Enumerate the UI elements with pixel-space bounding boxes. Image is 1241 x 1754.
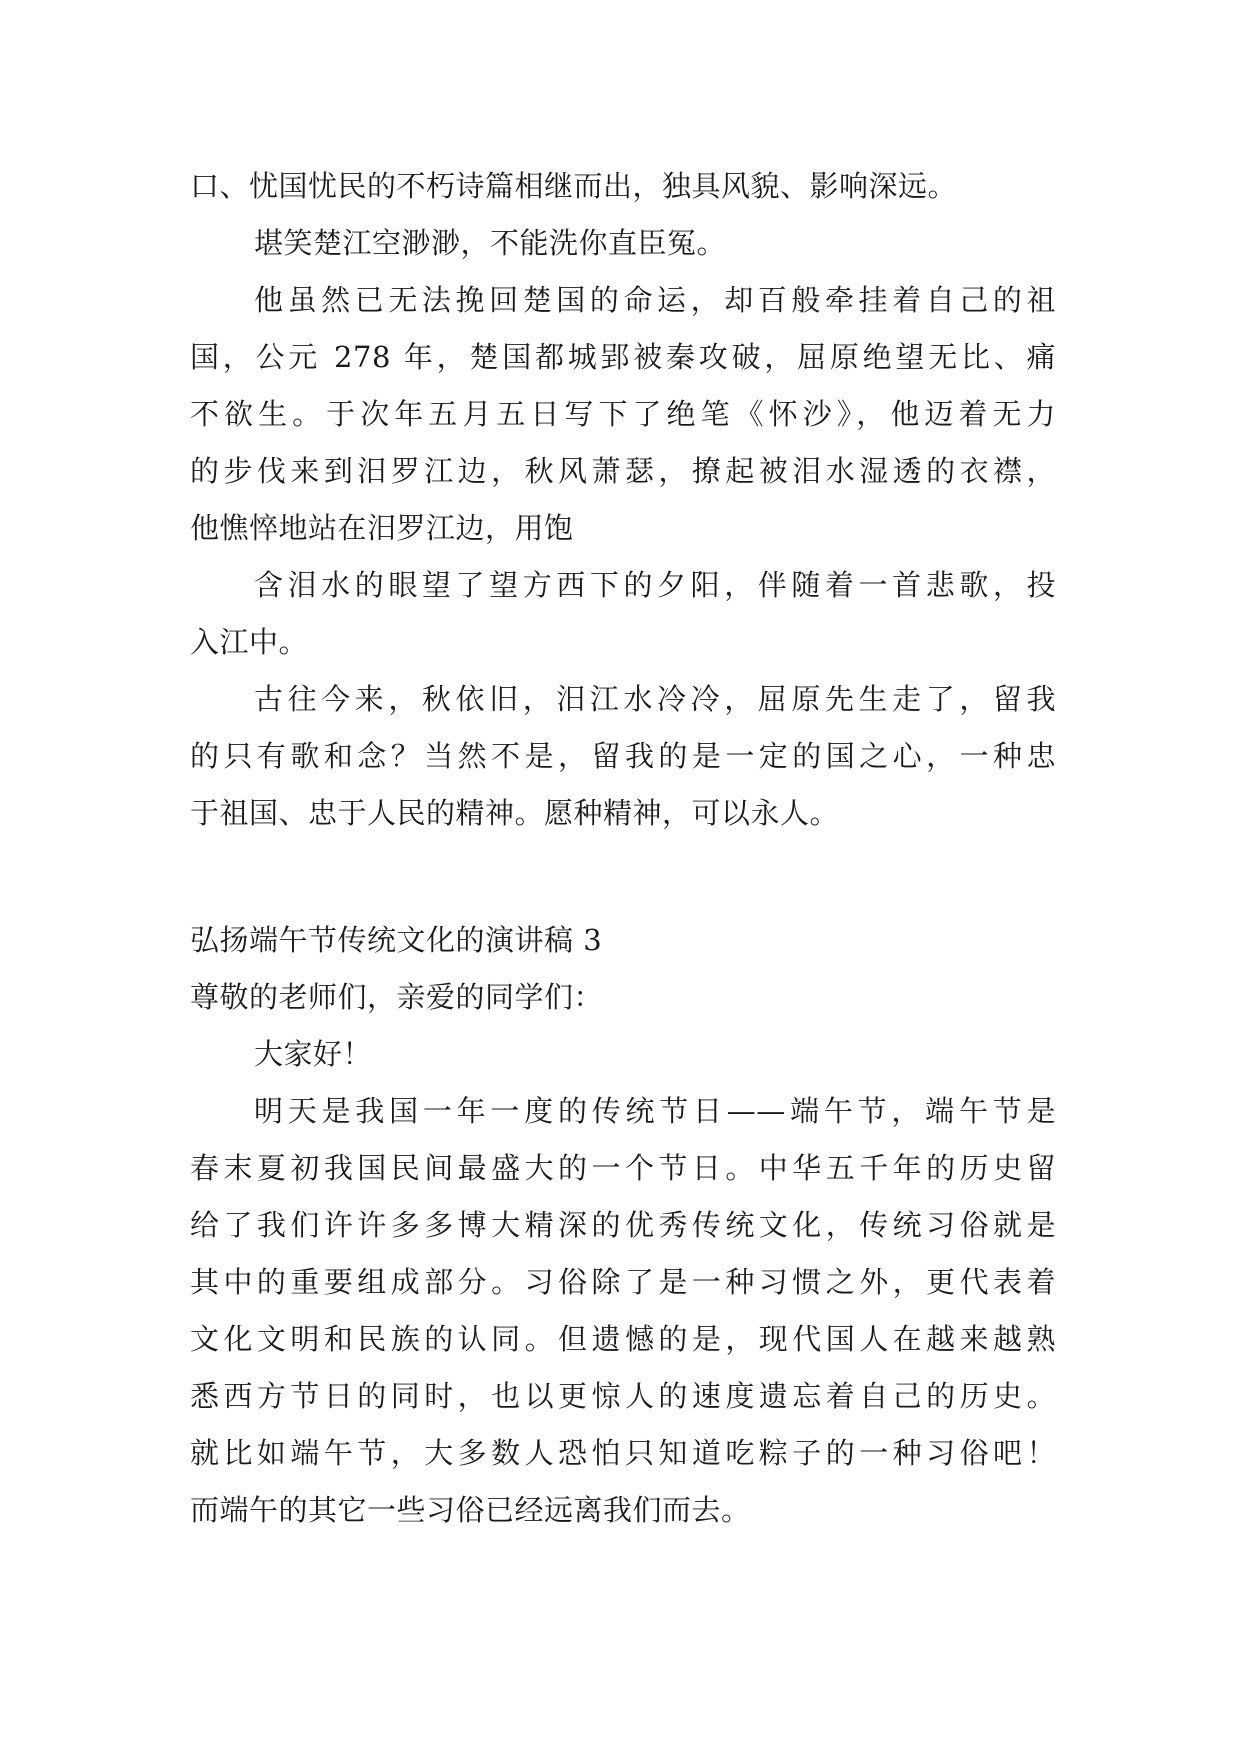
text-line: 不欲生。于次年五月五日写下了绝笔《怀沙》，他迈着无力 bbox=[190, 397, 1056, 431]
text-line: 入江中。 bbox=[190, 625, 309, 659]
text-line: 而端午的其它一些习俗已经远离我们而去。 bbox=[190, 1493, 751, 1527]
text-line: 的步伐来到汨罗江边，秋风萧瑟，撩起被泪水湿透的衣襟， bbox=[190, 454, 1056, 488]
salutation: 尊敬的老师们，亲爱的同学们： bbox=[190, 980, 604, 1014]
text-line: 明天是我国一年一度的传统节日——端午节，端午节是 bbox=[254, 1094, 1056, 1128]
text-line: 文化文明和民族的认同。但遗憾的是，现代国人在越来越熟 bbox=[190, 1322, 1056, 1356]
text-line: 悉西方节日的同时，也以更惊人的速度遗忘着自己的历史。 bbox=[190, 1379, 1056, 1413]
text-line: 口、忧国忧民的不朽诗篇相继而出，独具风貌、影响深远。 bbox=[190, 169, 958, 203]
text-line: 国，公元 278 年，楚国都城郢被秦攻破，屈原绝望无比、痛 bbox=[190, 340, 1056, 374]
text-line: 古往今来，秋依旧，汨江水冷冷，屈原先生走了，留我 bbox=[254, 682, 1056, 716]
text-line: 就比如端午节，大多数人恐怕只知道吃粽子的一种习俗吧！ bbox=[190, 1436, 1056, 1470]
text-line: 含泪水的眼望了望方西下的夕阳，伴随着一首悲歌，投 bbox=[254, 568, 1056, 602]
text-line: 于祖国、忠于人民的精神。愿种精神，可以永人。 bbox=[190, 796, 840, 830]
text-line: 春末夏初我国民间最盛大的一个节日。中华五千年的历史留 bbox=[190, 1151, 1056, 1185]
greeting: 大家好！ bbox=[254, 1037, 373, 1071]
text-line: 堪笑楚江空渺渺，不能洗你直臣冤。 bbox=[254, 226, 727, 260]
section-title: 弘扬端午节传统文化的演讲稿 3 bbox=[190, 923, 603, 957]
text-line: 其中的重要组成部分。习俗除了是一种习惯之外，更代表着 bbox=[190, 1265, 1056, 1299]
text-line: 他虽然已无法挽回楚国的命运，却百般牵挂着自己的祖 bbox=[254, 283, 1056, 317]
text-line: 给了我们许许多多博大精深的优秀传统文化，传统习俗就是 bbox=[190, 1208, 1056, 1242]
text-line: 他憔悴地站在汨罗江边，用饱 bbox=[190, 511, 574, 545]
text-line: 的只有歌和念？当然不是，留我的是一定的国之心，一种忠 bbox=[190, 739, 1056, 773]
